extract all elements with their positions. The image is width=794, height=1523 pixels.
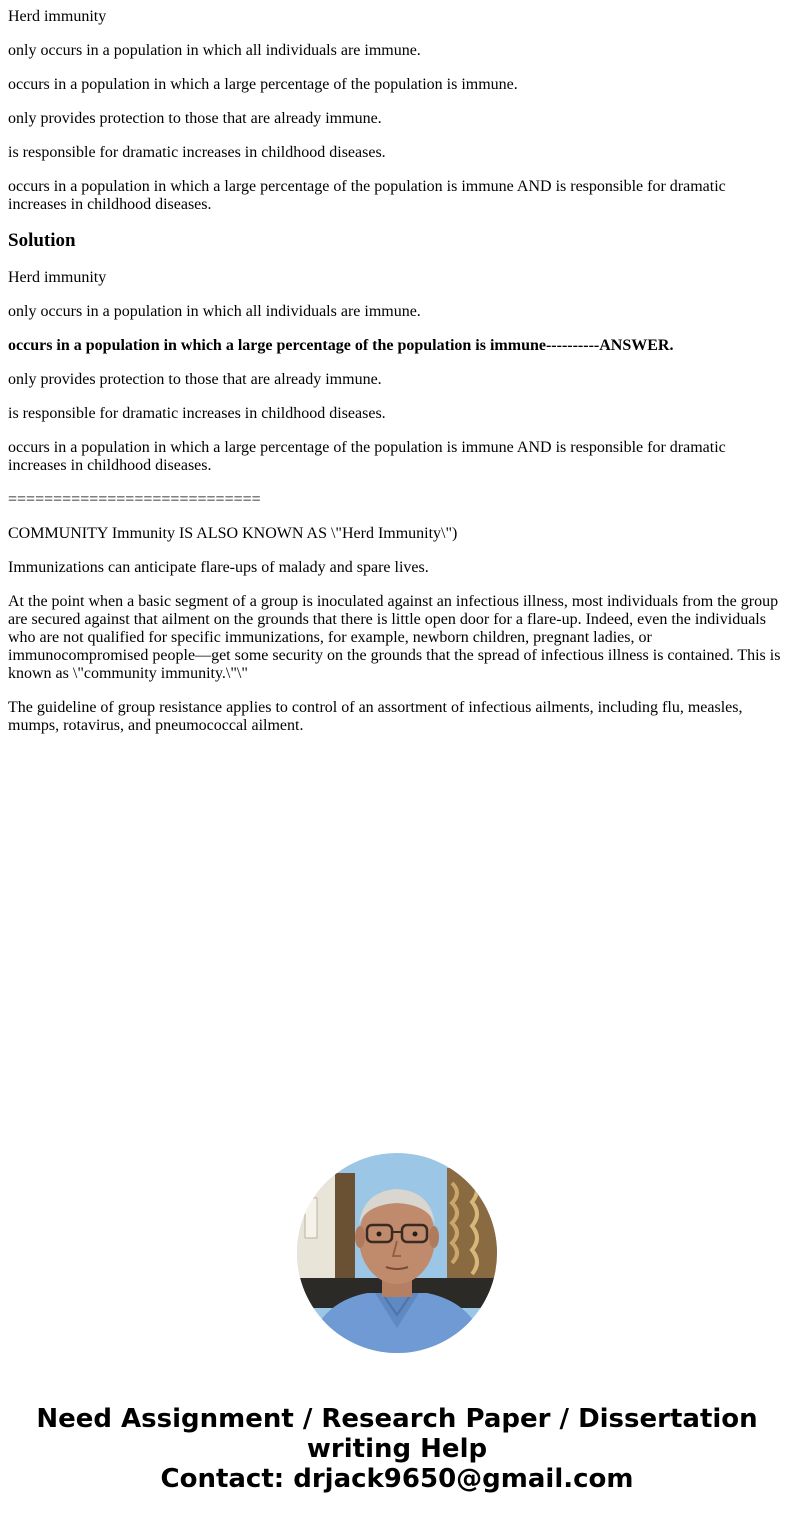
question-option-1: only occurs in a population in which all individuals are immune. (8, 42, 421, 59)
question-option-3: only provides protection to those that are already immune. (8, 110, 382, 127)
explanation-paragraph-4: The guideline of group resistance applies to control of an assortment of infectious ailments, including flu, measles, mumps, rotavirus, and pneumococcal ailment. (8, 699, 743, 734)
question-title: Herd immunity (8, 8, 107, 25)
explanation-paragraph-2: Immunizations can anticipate flare-ups of malady and spare lives. (8, 559, 429, 576)
document-body (8, 8, 786, 751)
solution-option-3: only provides protection to those that are already immune. (8, 371, 382, 388)
solution-option-4: is responsible for dramatic increases in childhood diseases. (8, 405, 386, 422)
promo-banner (0, 1404, 794, 1494)
solution-heading: Solution (8, 230, 76, 251)
promo-line-1: Need Assignment / Research Paper / Dissertation (36, 1404, 758, 1434)
promo-contact: Contact: drjack9650@gmail.com (160, 1464, 634, 1494)
question-option-5: occurs in a population in which a large percentage of the population is immune AND is responsible for dramatic increases in childhood diseases. (8, 178, 726, 213)
solution-option-1: only occurs in a population in which all individuals are immune. (8, 303, 421, 320)
explanation-paragraph-1: COMMUNITY Immunity IS ALSO KNOWN AS \"Herd Immunity\") (8, 525, 458, 542)
solution-answer: occurs in a population in which a large percentage of the population is immune----------ANSWER. (8, 337, 674, 354)
explanation-paragraph-3: At the point when a basic segment of a group is inoculated against an infectious illness, most individuals from the group are secured against that ailment on the grounds that there is little open door for a flare-up. Indeed, even the individuals who are not qualified for specific immunizations, for example, newborn children, pregnant ladies, or immunocompromised people—get some security on the grounds that the spread of infectious illness is contained. This is known as \"community immunity.\"\" (8, 593, 781, 682)
question-option-4: is responsible for dramatic increases in childhood diseases. (8, 144, 386, 161)
question-option-2: occurs in a population in which a large percentage of the population is immune. (8, 76, 518, 93)
author-avatar (297, 1153, 497, 1353)
promo-line-2: writing Help (306, 1434, 488, 1464)
author-portrait-image (297, 1153, 497, 1353)
separator-line: ============================ (8, 491, 261, 508)
solution-option-5: occurs in a population in which a large percentage of the population is immune AND is responsible for dramatic increases in childhood diseases. (8, 439, 726, 474)
solution-title: Herd immunity (8, 269, 107, 286)
